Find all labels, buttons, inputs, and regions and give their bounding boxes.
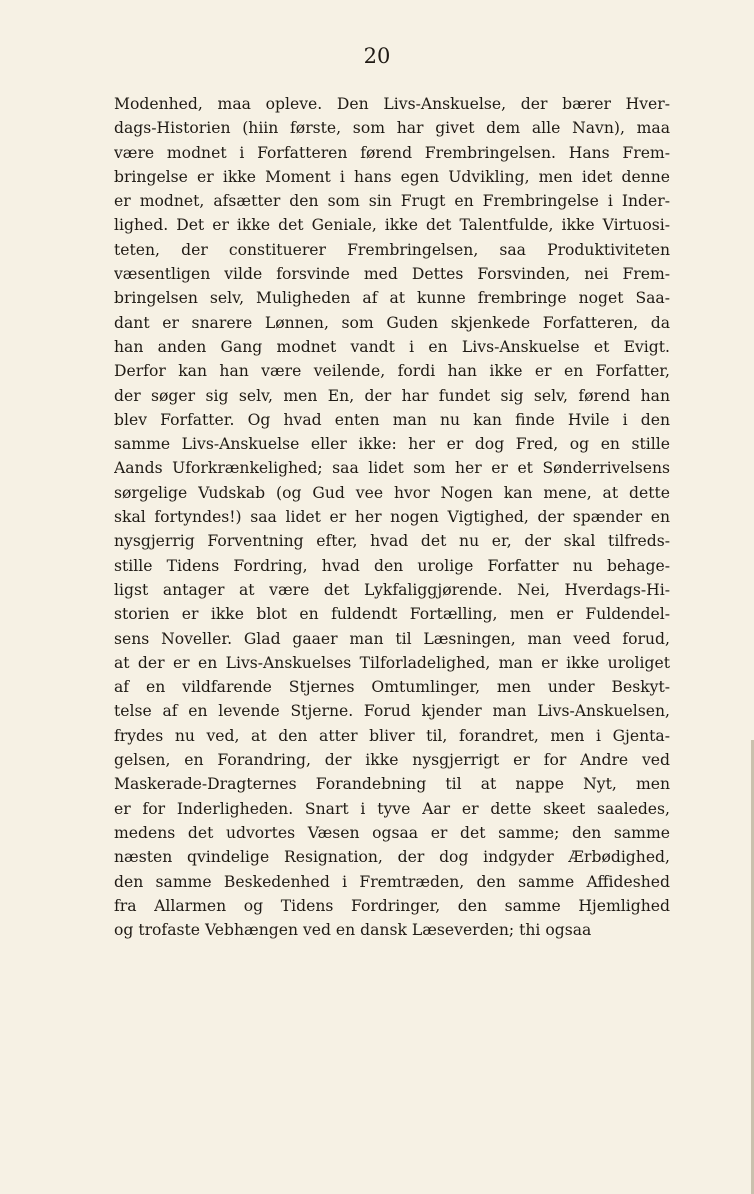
text-line: den samme Beskedenhed i Fremtræden, den samme Affideshed [114, 872, 670, 891]
text-line: Derfor kan han være veilende, fordi han ikke er en Forfatter, [114, 362, 670, 381]
text-line: sørgelige Vudskab (og Gud vee hvor Nogen kan mene, at dette [114, 483, 670, 502]
text-line: stille Tidens Fordring, hvad den urolige Forfatter nu behage- [114, 556, 670, 575]
text-line: er for Inderligheden. Snart i tyve Aar er dette skeet saaledes, [114, 799, 670, 818]
text-line: er modnet, afsætter den som sin Frugt en Frembringelse i Inder- [114, 192, 670, 211]
text-line: væsentligen vilde forsvinde med Dettes Forsvinden, nei Frem- [114, 265, 670, 284]
text-line: af en vildfarende Stjernes Omtumlinger, men under Beskyt- [114, 678, 670, 697]
page-number: 20 [363, 44, 391, 68]
text-line: frydes nu ved, at den atter bliver til, forandret, men i Gjenta- [114, 726, 670, 745]
text-line: bringelsen selv, Muligheden af at kunne frembringe noget Saa- [114, 289, 670, 308]
text-line: teten, der constituerer Frembringelsen, saa Produktiviteten [114, 240, 670, 259]
text-line: han anden Gang modnet vandt i en Livs-Anskuelse et Evigt. [114, 337, 670, 356]
text-line: dant er snarere Lønnen, som Guden skjenkede Forfatteren, da [114, 313, 670, 332]
text-line: medens det udvortes Væsen ogsaa er det samme; den samme [114, 823, 670, 842]
text-line: være modnet i Forfatteren førend Frembringelsen. Hans Frem- [114, 143, 670, 162]
text-line: nysgjerrig Forventning efter, hvad det nu er, der skal tilfreds- [114, 532, 670, 551]
body-text [114, 92, 670, 942]
text-line: storien er ikke blot en fuldendt Fortælling, men er Fuldendel- [114, 605, 670, 624]
text-line: dags-Historien (hiin første, som har givet dem alle Navn), maa [114, 119, 670, 138]
text-line: skal fortyndes!) saa lidet er her nogen Vigtighed, der spænder en [114, 508, 670, 527]
text-line: bringelse er ikke Moment i hans egen Udvikling, men idet denne [114, 167, 670, 186]
text-line: ligst antager at være det Lykfaliggjørende. Nei, Hverdags-Hi- [114, 580, 670, 599]
text-line: Aands Uforkrænkelighed; saa lidet som her er et Sønderrivelsens [114, 459, 670, 478]
text-line: samme Livs-Anskuelse eller ikke: her er dog Fred, og en stille [114, 435, 670, 454]
text-line: blev Forfatter. Og hvad enten man nu kan finde Hvile i den [114, 410, 670, 429]
text-line: gelsen, en Forandring, der ikke nysgjerrigt er for Andre ved [114, 751, 670, 770]
text-line: fra Allarmen og Tidens Fordringer, den samme Hjemlighed [114, 896, 670, 915]
text-line: Maskerade-Dragternes Forandebning til at nappe Nyt, men [114, 775, 670, 794]
text-line: lighed. Det er ikke det Geniale, ikke det Talentfulde, ikke Virtuosi- [114, 216, 670, 235]
text-line: telse af en levende Stjerne. Forud kjender man Livs-Anskuelsen, [114, 702, 670, 721]
text-line: næsten qvindelige Resignation, der dog indgyder Ærbødighed, [114, 848, 670, 867]
text-line: at der er en Livs-Anskuelses Tilforladelighed, man er ikke uroliget [114, 653, 670, 672]
text-line: sens Noveller. Glad gaaer man til Læsningen, man veed forud, [114, 629, 670, 648]
text-line: Modenhed, maa opleve. Den Livs-Anskuelse, der bærer Hver- [114, 95, 670, 113]
text-line: og trofaste Vebhængen ved en dansk Læseverden; thi ogsaa [114, 921, 592, 940]
text-line: der søger sig selv, men En, der har fundet sig selv, førend han [114, 386, 670, 405]
